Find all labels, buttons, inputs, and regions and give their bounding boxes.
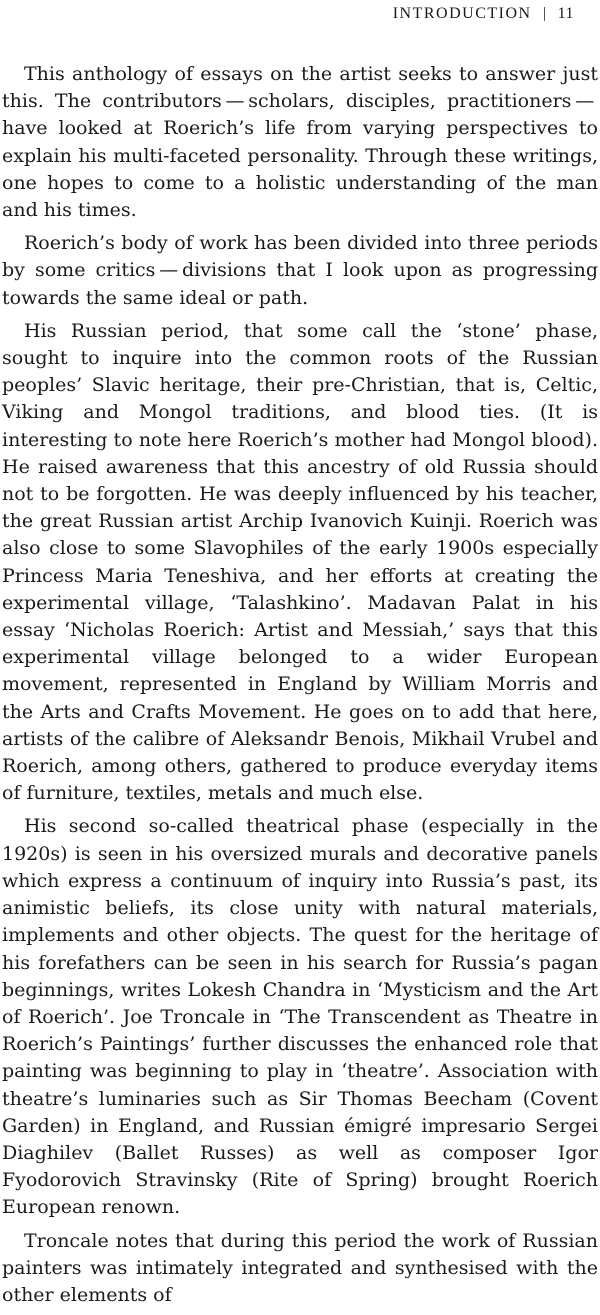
paragraph: His Russian period, that some call the ‘stone’ phase, sought to inquire into the common roots of the Russian peoples’ Slavic heritage, their pre-Christian, that is, Celtic, Viking and Mongol traditions, and blood ties. (It is interesting to note here Roerich’s mother had Mongol blood). He raised awareness that this ancestry of old Russia should not to be forgotten. He was deeply influenced by his teacher, the great Russian artist Archip Ivanovich Kuinji. Roerich was also close to some Slavophiles of the early 1900s especially Princess Maria Teneshiva, and her efforts at creating the experimental village, ‘Talashkino’. Madavan Palat in his essay ‘Nicholas Roerich: Artist and Messiah,’ says that this experimental village belonged to a wider European movement, represented in England by William Morris and the Arts and Crafts Movement. He goes on to add that here, artists of the calibre of Aleksandr Benois, Mikhail Vrubel and Roerich, among others, gathered to produce everyday items of furniture, textiles, metals and much else.	[2, 319, 598, 805]
paragraph: This anthology of essays on the artist seeks to answer just this. The contributors — scholars, disciples, practitioners — have looked at Roerich’s life from varying perspectives to explain his multi-faceted personality. Through these writings, one hopes to come to a holistic understanding of the man and his times.	[2, 63, 598, 222]
section-title: INTRODUCTION	[392, 5, 532, 22]
paragraph: His second so-called theatrical phase (especially in the 1920s) is seen in his oversized murals and decorative panels which express a continuum of inquiry into Russia’s past, its animistic beliefs, its close unity with natural materials, implements and other objects. The quest for the heritage of his forefathers can be seen in his search for Russia’s pagan beginnings, writes Lokesh Chandra in ‘Mysticism and the Art of Roerich’. Joe Troncale in ‘The Transcendent as Theatre in Roerich’s Paintings’ further discusses the enhanced role that painting was beginning to play in ‘theatre’. Association with theatre’s luminaries such as Sir Thomas Beecham (Covent Garden) in England, and Russian émigré impresario Sergei Diaghilev (Ballet Russes) as well as composer Igor Fyodorovich Stravinsky (Rite of Spring) brought Roerich European renown.	[2, 815, 598, 1219]
paragraph: Troncale notes that during this period the work of Russian painters was intimately integrated and synthesised with the other elements of	[2, 1229, 598, 1306]
body-text	[2, 61, 598, 1315]
paragraph: Roerich’s body of work has been divided into three periods by some critics — divisions that I look upon as progressing towards the same ideal or path.	[2, 232, 598, 309]
header-divider	[544, 7, 545, 21]
page-number: 11	[557, 5, 574, 22]
running-head	[393, 4, 574, 24]
